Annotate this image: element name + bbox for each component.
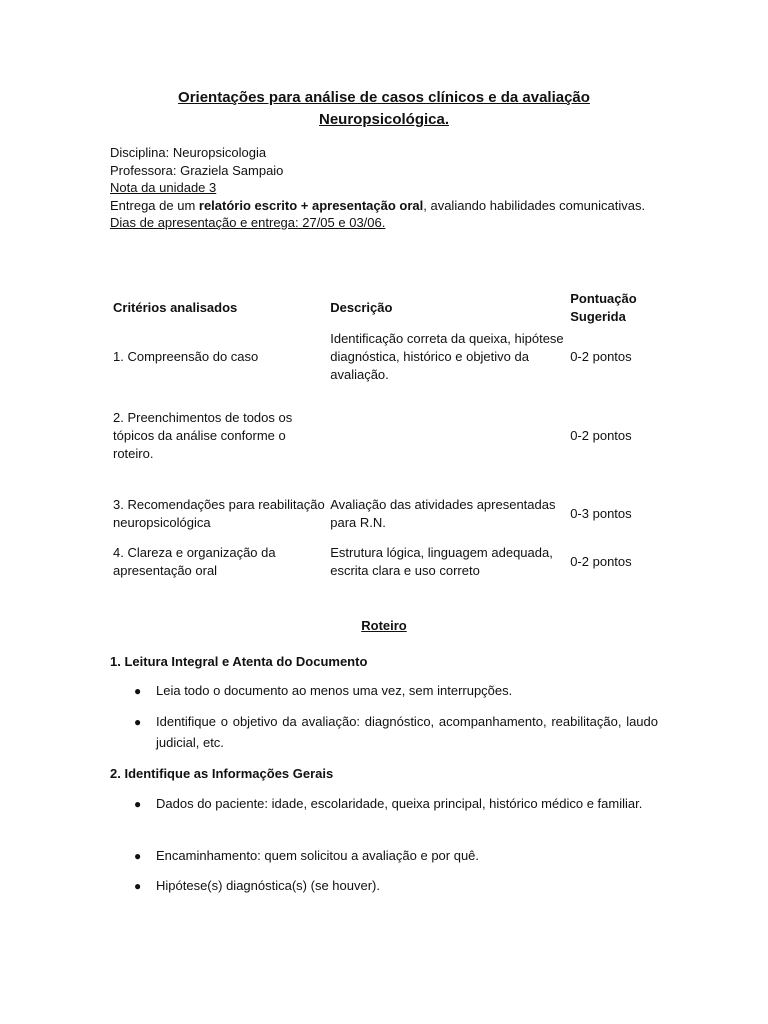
title-line-1: Orientações para análise de casos clínicos e da avaliação xyxy=(178,89,590,106)
descricao-cell: Estrutura lógica, linguagem adequada, escrita clara e uso correto xyxy=(330,545,553,578)
bullet-icon: ● xyxy=(134,684,142,698)
criteria-table xyxy=(110,288,670,582)
list-item: Hipótese(s) diagnóstica(s) (se houver). xyxy=(156,878,380,893)
criterio-cell: 1. Compreensão do caso xyxy=(113,349,259,364)
entrega-line xyxy=(110,197,658,215)
dias-line: Dias de apresentação e entrega: 27/05 e 03/06. xyxy=(110,215,386,230)
pontuacao-cell: 0-3 pontos xyxy=(570,506,632,521)
bullet-icon: ● xyxy=(134,849,142,863)
entrega-post: , avaliando habilidades comunicativas. xyxy=(423,197,646,213)
bullet-icon: ● xyxy=(134,879,142,893)
bullet-icon: ● xyxy=(134,715,142,729)
descricao-cell: Avaliação das atividades apresentadas para R.N. xyxy=(330,497,556,530)
title-line-2: Neuropsicológica. xyxy=(318,111,450,128)
table-header-row xyxy=(110,288,670,328)
header-criterios: Critérios analisados xyxy=(113,300,238,315)
entrega-pre: Entrega de um xyxy=(110,197,199,213)
criterio-cell: 2. Preenchimentos de todos os tópicos da análise conforme o roteiro. xyxy=(113,410,293,461)
section-heading-2: 2. Identifique as Informações Gerais xyxy=(110,766,334,781)
list-item: Leia todo o documento ao menos uma vez, sem interrupções. xyxy=(156,683,513,698)
pontuacao-cell: 0-2 pontos xyxy=(570,349,632,364)
criterio-cell: 3. Recomendações para reabilitação neuropsicológica xyxy=(113,497,325,530)
roteiro-title: Roteiro xyxy=(361,618,407,633)
list-item: Encaminhamento: quem solicitou a avaliação e por quê. xyxy=(156,848,480,863)
list-item: Dados do paciente: idade, escolaridade, queixa principal, histórico médico e familiar. xyxy=(156,796,643,811)
document-title xyxy=(110,87,658,131)
section-heading-1: 1. Leitura Integral e Atenta do Documento xyxy=(110,654,368,669)
table-row xyxy=(110,328,670,386)
pontuacao-cell: 0-2 pontos xyxy=(570,554,632,569)
nota-line: Nota da unidade 3 xyxy=(110,180,217,195)
disciplina-line: Disciplina: Neuropsicologia xyxy=(110,145,267,160)
header-descricao: Descrição xyxy=(330,300,393,315)
criterio-cell: 4. Clareza e organização da apresentação oral xyxy=(113,545,276,578)
table-row xyxy=(110,542,670,582)
bullet-icon: ● xyxy=(134,797,142,811)
professora-line: Professora: Graziela Sampaio xyxy=(110,162,284,178)
list-item: Identifique o objetivo da avaliação: diagnóstico, acompanhamento, reabilitação, laudo judicial, etc. xyxy=(156,714,658,750)
header-pontuacao: Pontuação Sugerida xyxy=(570,291,637,324)
entrega-bold: relatório escrito + apresentação oral xyxy=(198,197,424,213)
table-row xyxy=(110,486,670,542)
pontuacao-cell: 0-2 pontos xyxy=(570,428,632,443)
descricao-cell: Identificação correta da queixa, hipótese diagnóstica, histórico e objetivo da avaliação. xyxy=(330,331,564,382)
descricao-cell xyxy=(327,386,567,486)
table-row xyxy=(110,386,670,486)
course-info xyxy=(110,144,658,232)
